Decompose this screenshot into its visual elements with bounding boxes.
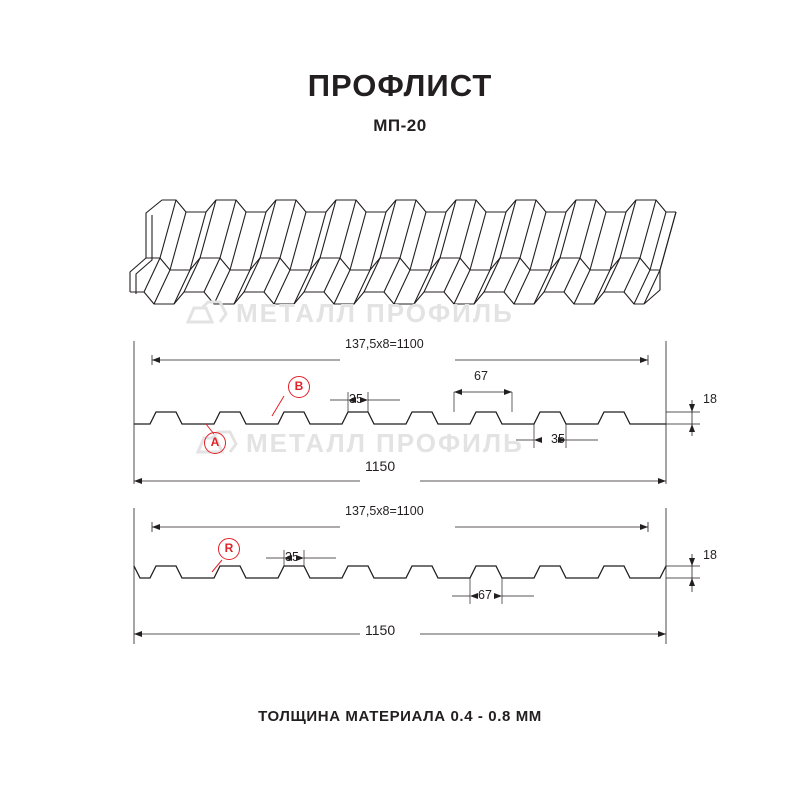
- dim-label-overall-top-1: 137,5х8=1100: [345, 337, 424, 351]
- page-subtitle: МП-20: [373, 116, 427, 135]
- dim-label-overall-bottom-2: 1150: [365, 622, 396, 638]
- dim-label-overall-bottom-1: 1150: [365, 458, 396, 474]
- dim-label-67-1: 67: [474, 369, 488, 383]
- dim-label-35-left-1: 35: [349, 392, 363, 406]
- material-thickness-note: ТОЛЩИНА МАТЕРИАЛА 0.4 - 0.8 ММ: [258, 708, 542, 725]
- page-title: ПРОФЛИСТ: [307, 68, 493, 103]
- section-view-bottom: [134, 508, 700, 644]
- callout-a: A: [204, 432, 226, 454]
- dim-label-height-2: 18: [703, 548, 717, 562]
- section-view-top: [134, 341, 700, 484]
- isometric-profile: [130, 200, 676, 304]
- dim-label-35-right-1: 35: [551, 432, 565, 446]
- dim-label-height-1: 18: [703, 392, 717, 406]
- metal-profile-logo-icon: [186, 300, 230, 330]
- dim-label-67-2: 67: [478, 588, 492, 602]
- callout-r: R: [218, 538, 240, 560]
- dim-label-overall-top-2: 137,5х8=1100: [345, 504, 424, 518]
- callout-b: B: [288, 376, 310, 398]
- watermark-text: МЕТАЛЛ ПРОФИЛЬ: [236, 298, 514, 328]
- watermark-text: МЕТАЛЛ ПРОФИЛЬ: [246, 428, 524, 458]
- dim-label-35-2: 35: [285, 550, 299, 564]
